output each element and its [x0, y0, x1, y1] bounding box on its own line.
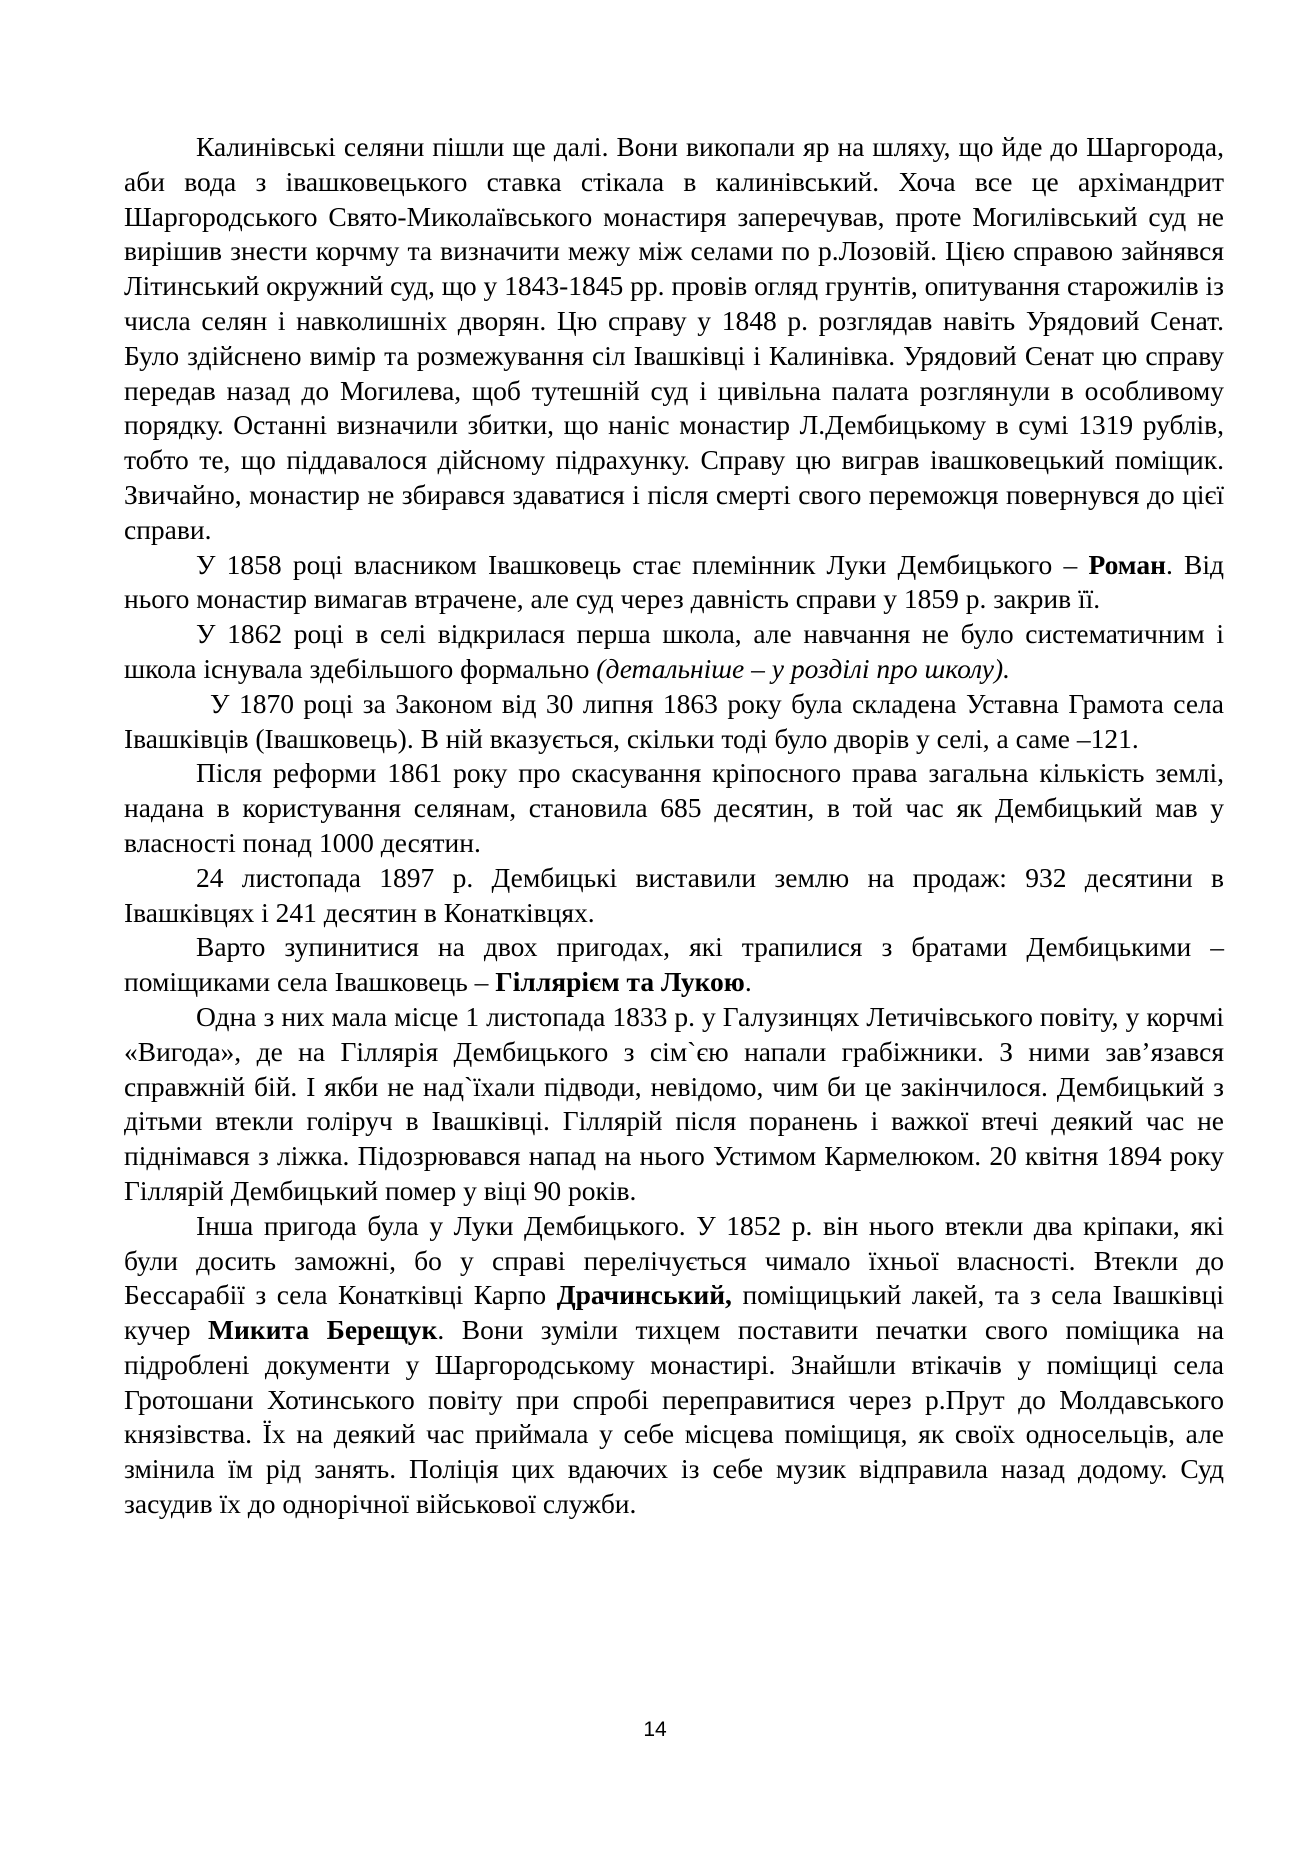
paragraph-2-bold-name: Роман — [1088, 548, 1166, 580]
paragraph-9-text-3: . Вони зуміли тихцем поставити печатки свого поміщика на підроблені документи у Шаргородському монастирі. Знайшли втікачів у поміщиці села Гротошани Хотинського повіту при спробі переправитися через р.Прут до Молдавського князівства. Їх на деякий час приймала у себе місцева поміщиця, як своїх односельців, але змінила їм рід занять. Поліція цих вдаючих із себе музик відправила назад додому. Суд засудив їх до однорічної військової служби. — [124, 1314, 1224, 1520]
paragraph-1: Калинівські селяни пішли ще далі. Вони викопали яр на шляху, що йде до Шаргорода, аби вода з івашковецького ставка стікала в калинівський. Хоча все це архімандрит Шаргородського Свято-Миколаївського монастиря заперечував, проте Могилівський суд не вирішив знести корчму та визначити межу між селами по р.Лозовій. Цією справою зайнявся Літинський окружний суд, що у 1843-1845 рр. провів огляд грунтів, опитування старожилів із числа селян і навколишніх дворян. Цю справу у 1848 р. розглядав навіть Урядовий Сенат. Було здійснено вимір та розмежування сіл Івашківці і Калинівка. Урядовий Сенат цю справу передав назад до Могилева, щоб тутешній суд і цивільна палата розглянули в особливому порядку. Останні визначили збитки, що наніс монастир Л.Дембицькому в сумі 1319 рублів, тобто те, що піддавалося дійсному підрахунку. Справу цю виграв івашковецький поміщик. Звичайно, монастир не збирався здаватися і після смерті свого переможця повернувся до цієї справи. — [124, 131, 1224, 545]
paragraph-4: У 1870 році за Законом від 30 липня 1863 року була складена Уставна Грамота села Івашківців (Івашковець). В ній вказується, скільки тоді було дворів у селі, а саме –121. — [124, 687, 1224, 754]
paragraph-8: Одна з них мала місце 1 листопада 1833 р. у Галузинцях Летичівського повіту, у корчмі «Вигода», де на Гіллярія Дембицького з сім`єю напали грабіжники. З ними зав’язався справжній бій. І якби не над`їхали підводи, невідомо, чим би це закінчилося. Дембицький з дітьми втекли голіруч в Івашківці. Гіллярій після поранень і важкої втечі деякий час не піднімався з ліжка. Підозрювався напад на нього Устимом Кармелюком. 20 квітня 1894 року Гіллярій Дембицький помер у віці 90 років. — [124, 1000, 1224, 1206]
paragraph-9-text-2: поміщицький лакей, та з села Івашківці кучер — [124, 1279, 1225, 1346]
paragraph-9-text-1: Інша пригода була у Луки Дембицького. У 1852 р. він нього втекли два кріпаки, які були досить заможні, бо у справі перелічується чимало їхньої власності. Втекли до Бессарабії з села Конатківці Карпо — [124, 1209, 1224, 1311]
document-page — [124, 130, 1224, 1522]
paragraph-9-bold-name-1: Драчинський, — [556, 1279, 732, 1311]
paragraph-6: 24 листопада 1897 р. Дембицькі виставили землю на продаж: 932 десятини в Івашківцях і 241 десятин в Конатківцях. — [124, 861, 1224, 928]
paragraph-7-bold-names: Гіллярієм та Лукою — [495, 966, 745, 998]
paragraph-2-text-1: У 1858 році власником Івашковець стає племінник Луки Дембицького – — [196, 548, 1089, 580]
paragraph-9 — [124, 1209, 1224, 1522]
paragraph-2-text-2: . Від нього монастир вимагав втрачене, але суд через давність справи у 1859 р. закрив її. — [124, 548, 1225, 615]
paragraph-7 — [124, 930, 1224, 1000]
paragraph-3-italic-note: (детальніше – у розділі про школу). — [596, 652, 1011, 684]
paragraph-2 — [124, 548, 1224, 618]
paragraph-7-text-1: Варто зупинитися на двох пригодах, які трапилися з братами Дембицькими – поміщиками села Івашковець – — [124, 931, 1224, 998]
paragraph-7-text-2: . — [744, 966, 752, 998]
paragraph-9-bold-name-2: Микита Берещук — [208, 1314, 438, 1346]
page-number: 14 — [643, 1718, 667, 1741]
paragraph-3 — [124, 617, 1224, 687]
paragraph-3-text-1: У 1862 році в селі відкрилася перша школа, але навчання не було систематичним і школа існувала здебільшого формально — [124, 618, 1224, 684]
paragraph-5: Після реформи 1861 року про скасування кріпосного права загальна кількість землі, надана в користування селянам, становила 685 десятин, в той час як Дембицький мав у власності понад 1000 десятин. — [124, 757, 1224, 858]
